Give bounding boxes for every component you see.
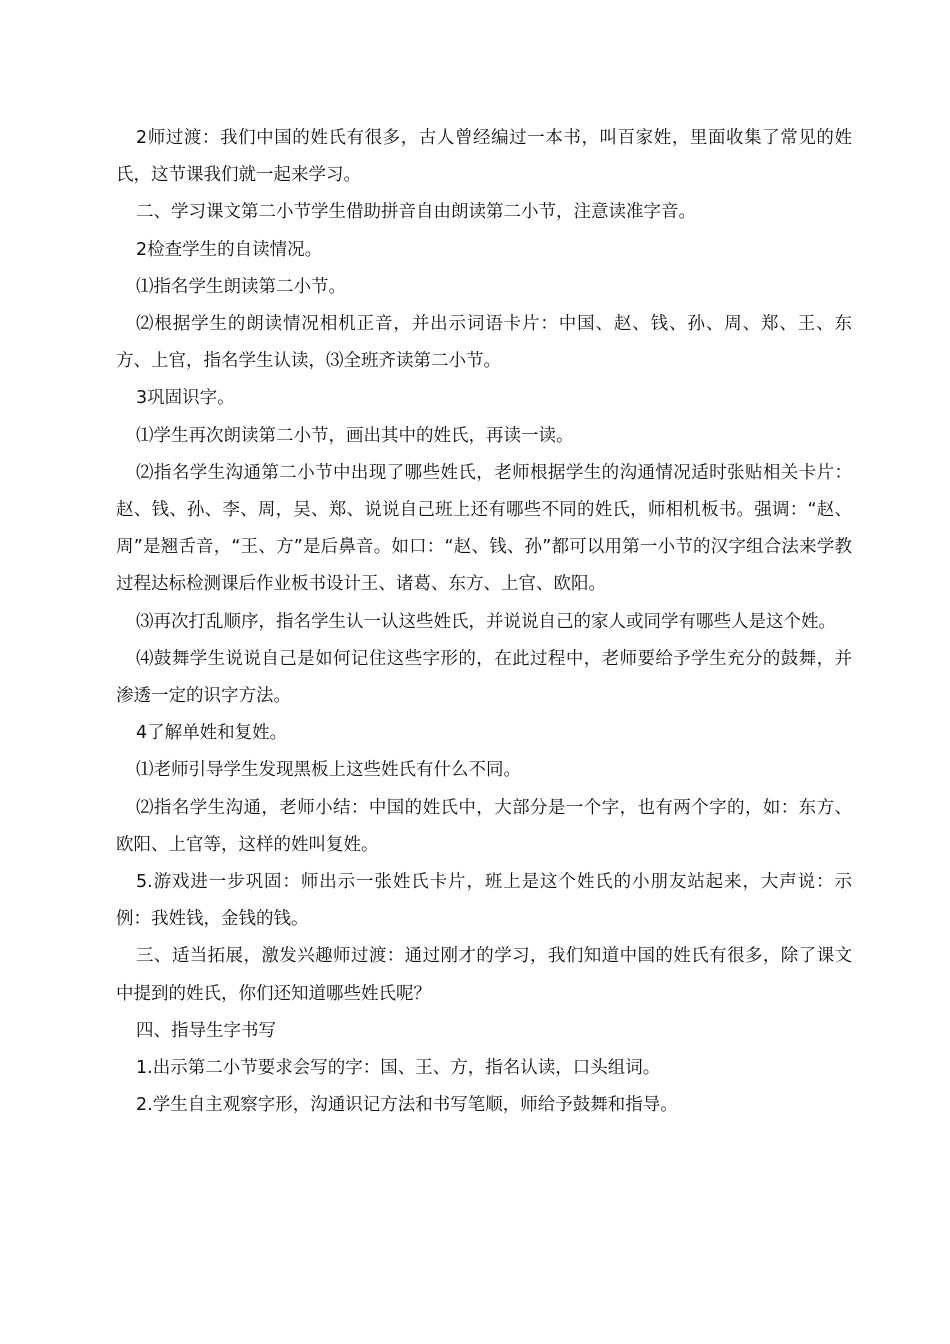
section-heading: 二、学习课文第二小节学生借助拼音自由朗读第二小节，注意读准字音。 xyxy=(136,202,696,223)
section-heading: 四、指导生字书写 xyxy=(136,1020,276,1041)
list-item: 1.出示第二小节要求会写的字：国、王、方，指名认读，口头组词。 xyxy=(136,1058,661,1079)
list-item: ⑴老师引导学生发现黑板上这些姓氏有什么不同。 xyxy=(136,760,521,781)
paragraph: 2检查学生的自读情况。 xyxy=(136,239,323,260)
paragraph: 5.游戏进一步巩固：师出示一张姓氏卡片，班上是这个姓氏的小朋友站起来，大声说：示例：我姓钱，金钱的钱。 xyxy=(116,872,852,930)
document-body xyxy=(116,120,852,1124)
section-heading: 三、适当拓展，激发兴趣师过渡：通过刚才的学习，我们知道中国的姓氏有很多，除了课文中提到的姓氏，你们还知道哪些姓氏呢？ xyxy=(116,946,852,1004)
list-item: ⑵指名学生沟通，老师小结：中国的姓氏中，大部分是一个字，也有两个字的，如：东方、欧阳、上官等，这样的姓叫复姓。 xyxy=(116,797,852,855)
list-item: ⑶再次打乱顺序，指名学生认一认这些姓氏，并说说自己的家人或同学有哪些人是这个姓。 xyxy=(136,611,836,632)
list-item: ⑵指名学生沟通第二小节中出现了哪些姓氏，老师根据学生的沟通情况适时张贴相关卡片：赵、钱、孙、李、周，吴、郑、说说自己班上还有哪些不同的姓氏，师相机板书。强调：“赵、周”是翘舌音，“王、方”是后鼻音。如口：“赵、钱、孙”都可以用第一小节的汉字组合法来学教过程达标检测课后作业板书设计王、诸葛、东方、上官、欧阳。 xyxy=(116,462,852,595)
list-item: ⑴指名学生朗读第二小节。 xyxy=(136,276,346,297)
paragraph: 3巩固识字。 xyxy=(136,388,235,409)
list-item: ⑴学生再次朗读第二小节，画出其中的姓氏，再读一读。 xyxy=(136,425,574,446)
list-item: 2.学生自主观察字形，沟通识记方法和书写笔顺，师给予鼓舞和指导。 xyxy=(136,1095,678,1116)
paragraph: 2师过渡：我们中国的姓氏有很多，古人曾经编过一本书，叫百家姓，里面收集了常见的姓氏，这节课我们就一起来学习。 xyxy=(116,128,852,186)
list-item: ⑷鼓舞学生说说自己是如何记住这些字形的，在此过程中，老师要给予学生充分的鼓舞，并渗透一定的识字方法。 xyxy=(116,648,852,707)
paragraph: 4了解单姓和复姓。 xyxy=(136,723,288,744)
list-item: ⑵根据学生的朗读情况相机正音，并出示词语卡片：中国、赵、钱、孙、周、郑、王、东方、上官，指名学生认读，⑶全班齐读第二小节。 xyxy=(116,314,852,372)
